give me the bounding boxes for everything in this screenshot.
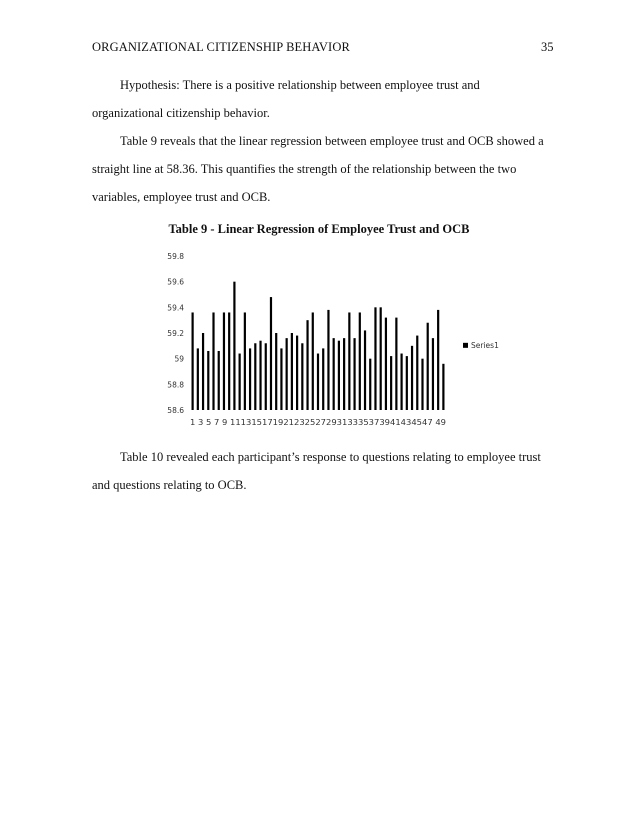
bar bbox=[202, 333, 204, 410]
bar bbox=[427, 323, 429, 410]
bar bbox=[353, 338, 355, 410]
bar bbox=[317, 354, 319, 410]
paragraph-line: Table 9 reveals that the linear regression between employee trust and OCB showed a bbox=[120, 134, 544, 148]
bar bbox=[411, 346, 413, 410]
y-tick-label: 59.6 bbox=[167, 277, 184, 287]
bar bbox=[280, 348, 282, 410]
bar bbox=[306, 320, 308, 410]
bar bbox=[385, 318, 387, 410]
paragraph-line: and questions relating to OCB. bbox=[92, 478, 247, 492]
y-tick-label: 59.8 bbox=[167, 252, 184, 261]
bar bbox=[265, 343, 267, 410]
bar bbox=[348, 312, 350, 410]
bar bbox=[406, 356, 408, 410]
y-tick-label: 59.2 bbox=[167, 329, 184, 338]
bar bbox=[400, 354, 402, 410]
bar bbox=[374, 307, 376, 410]
bar bbox=[228, 312, 230, 410]
page-number: 35 bbox=[541, 40, 554, 54]
bar bbox=[312, 312, 314, 410]
bar bbox=[432, 338, 434, 410]
bar bbox=[286, 338, 288, 410]
bar bbox=[380, 307, 382, 410]
bar bbox=[197, 348, 199, 410]
bar bbox=[327, 310, 329, 410]
bar bbox=[343, 338, 345, 410]
bar bbox=[390, 356, 392, 410]
bar bbox=[416, 336, 418, 410]
running-title: ORGANIZATIONAL CITIZENSHIP BEHAVIOR bbox=[92, 40, 350, 54]
bar bbox=[249, 348, 251, 410]
paragraph-line: organizational citizenship behavior. bbox=[92, 106, 270, 120]
bar bbox=[254, 343, 256, 410]
bar bbox=[244, 312, 246, 410]
bar bbox=[212, 312, 214, 410]
bar bbox=[437, 310, 439, 410]
bar bbox=[296, 336, 298, 410]
bar bbox=[218, 351, 220, 410]
y-tick-label: 58.6 bbox=[167, 406, 184, 415]
paragraph-line: variables, employee trust and OCB. bbox=[92, 190, 271, 204]
legend-swatch bbox=[463, 343, 468, 348]
y-tick-label: 59 bbox=[174, 354, 184, 364]
legend-label: Series1 bbox=[471, 340, 499, 350]
bar-chart bbox=[150, 248, 520, 434]
bar bbox=[192, 312, 194, 410]
x-tick-labels: 1 3 5 7 9 11131517192123252729313335373941434547 49 bbox=[190, 418, 447, 427]
paragraph-line: Hypothesis: There is a positive relationship between employee trust and bbox=[120, 78, 480, 92]
bar bbox=[322, 348, 324, 410]
bar bbox=[338, 341, 340, 410]
bar bbox=[291, 333, 293, 410]
bar bbox=[364, 330, 366, 410]
bar bbox=[233, 282, 235, 410]
paragraph-line: Table 10 revealed each participant’s response to questions relating to employee trust bbox=[120, 450, 541, 464]
bar bbox=[239, 354, 241, 410]
bar bbox=[395, 318, 397, 410]
paragraph-line: straight line at 58.36. This quantifies the strength of the relationship between the two bbox=[92, 162, 517, 176]
bar bbox=[421, 359, 423, 410]
bar bbox=[275, 333, 277, 410]
bar bbox=[207, 351, 209, 410]
bar bbox=[223, 312, 225, 410]
bar bbox=[259, 341, 261, 410]
y-tick-label: 59.4 bbox=[167, 303, 184, 313]
bar bbox=[442, 364, 444, 410]
bar bbox=[333, 338, 335, 410]
table-caption: Table 9 - Linear Regression of Employee Trust and OCB bbox=[168, 222, 470, 236]
y-tick-label: 58.8 bbox=[167, 380, 184, 390]
bar bbox=[359, 312, 361, 410]
bar bbox=[270, 297, 272, 410]
bar bbox=[369, 359, 371, 410]
bar bbox=[301, 343, 303, 410]
